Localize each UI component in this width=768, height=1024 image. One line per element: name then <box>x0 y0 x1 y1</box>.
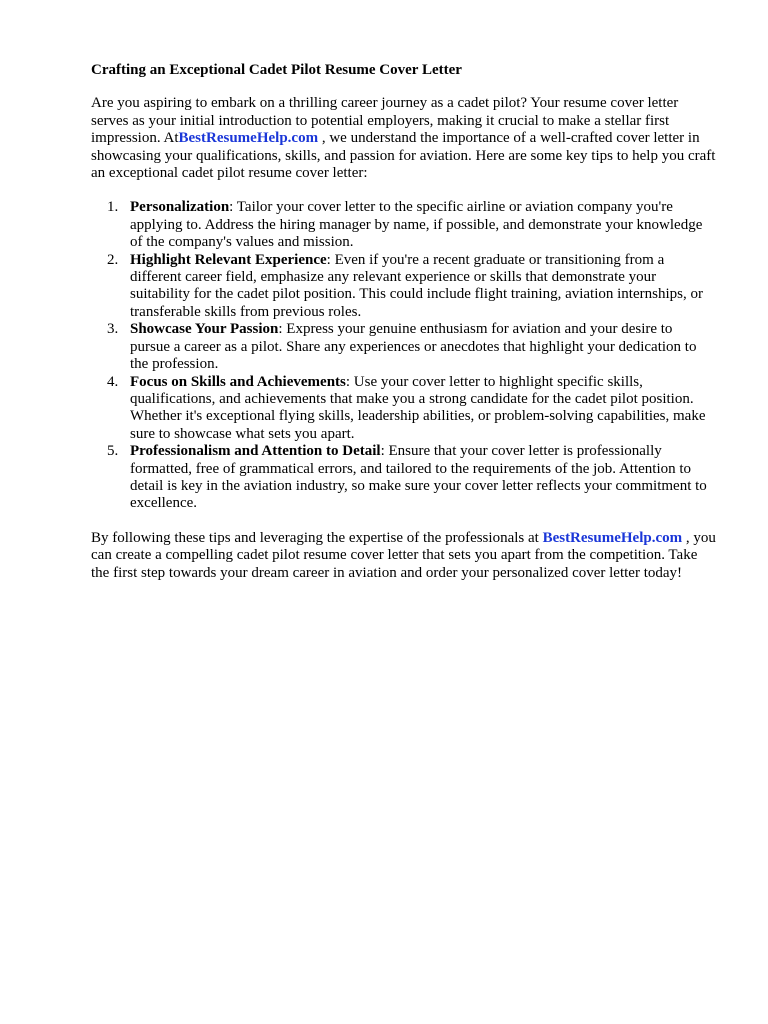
list-item <box>91 443 716 513</box>
list-item-text: : Tailor your cover letter to the specific airline or aviation company you're applying to. Address the hiring manager by name, if possible, and demonstrate your knowledge of the company's values and mission. <box>130 199 703 251</box>
list-item-number: 1. <box>107 199 119 216</box>
list-item-text: : Use your cover letter to highlight specific skills, qualifications, and achievements that make you a strong candidate for the cadet pilot position. Whether it's exceptional flying skills, leadership abilities, or problem-solving capabilities, make sure to showcase what sets you apart. <box>130 373 706 442</box>
closing-text-before-link: By following these tips and leveraging the expertise of the professionals at <box>91 529 543 546</box>
list-item-text: : Ensure that your cover letter is professionally formatted, free of grammatical errors, and tailored to the requirements of the job. Attention to detail is key in the aviation industry, so make sure your cover letter reflects your commitment to excellence. <box>130 443 707 512</box>
closing-paragraph <box>91 530 716 582</box>
tips-list <box>91 199 716 512</box>
list-item-term: Personalization <box>130 199 230 216</box>
list-item-term: Focus on Skills and Achievements <box>130 373 346 390</box>
list-item-term: Highlight Relevant Experience <box>130 251 327 268</box>
list-item-text: : Express your genuine enthusiasm for aviation and your desire to pursue a career as a pilot. Share any experiences or anecdotes that highlight your dedication to the profession. <box>130 321 697 373</box>
list-item-number: 3. <box>107 321 119 338</box>
list-item-term: Professionalism and Attention to Detail <box>130 443 381 460</box>
list-item <box>91 321 716 373</box>
list-item <box>91 252 716 322</box>
intro-paragraph <box>91 95 716 182</box>
list-item-term: Showcase Your Passion <box>130 321 279 338</box>
intro-text-after-link: , we understand the importance of a well-crafted cover letter in showcasing your qualifications, skills, and passion for aviation. Here are some key tips to help you craft an exceptional cadet pilot resume cover letter: <box>91 130 716 182</box>
intro-text-before-link: Are you aspiring to embark on a thrilling career journey as a cadet pilot? Your resume cover letter serves as your initial introduction to potential employers, making it crucial to make a stellar first impression. At <box>91 95 679 147</box>
bestresumehelp-link[interactable]: BestResumeHelp.com <box>542 529 683 546</box>
list-item-number: 2. <box>107 251 119 268</box>
list-item <box>91 374 716 444</box>
list-item-text: : Even if you're a recent graduate or transitioning from a different career field, emphasize any relevant experience or skills that demonstrate your suitability for the cadet pilot position. This could include flight training, aviation internships, or transferable skills from previous roles. <box>130 251 703 320</box>
list-item-number: 4. <box>107 373 119 390</box>
bestresumehelp-link[interactable]: BestResumeHelp.com <box>178 130 319 147</box>
page-title: Crafting an Exceptional Cadet Pilot Resume Cover Letter <box>91 62 462 78</box>
list-item <box>91 199 716 251</box>
closing-text-after-link: , you can create a compelling cadet pilot resume cover letter that sets you apart from the competition. Take the first step towards your dream career in aviation and order your personalized cover letter today! <box>91 529 716 581</box>
list-item-number: 5. <box>107 443 119 460</box>
